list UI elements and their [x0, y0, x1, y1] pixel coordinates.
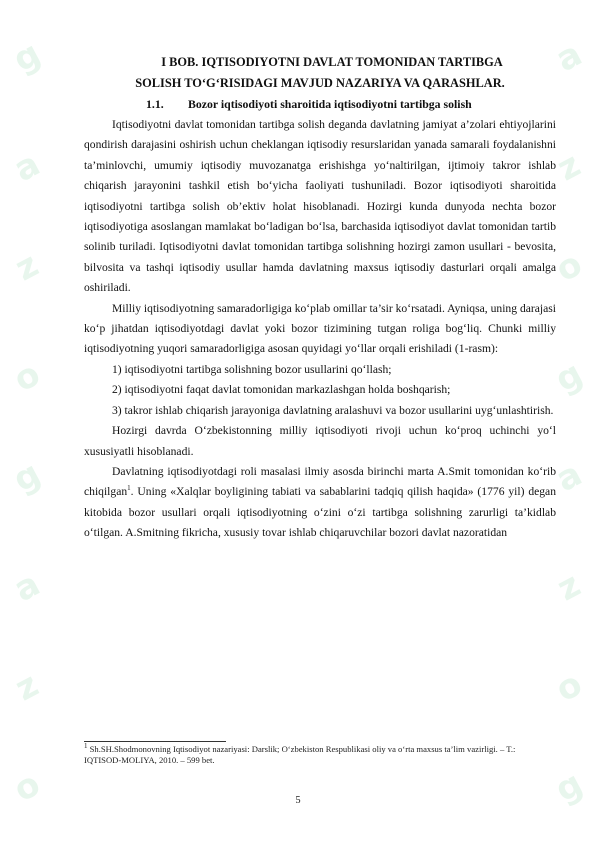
list-item-3: 3) takror ishlab chiqarish jarayoniga davlatning aralashuvi va bozor usullarini uyg‘unlashtirish.: [112, 403, 554, 417]
footnote-reference[interactable]: 1: [127, 484, 131, 493]
watermark-letter: g: [6, 33, 48, 81]
watermark-left: [0, 0, 54, 842]
paragraph-1: Iqtisodiyotni davlat tomonidan tartibga solish deganda davlatning jamiyat a’zolari ehtiyojlarini qondirish darajasini oshirish uchun cheklangan iqtisodiy resurslaridan yanada samarali foydalanishni ta’minlovchi, umumiy iqtisodiy muvozanatga erishishga yo‘naltirilgan, ijtimoiy takror ishlab chiqarish jarayonini tashkil etish bo‘yicha faoliyati tushuniladi. Bozor iqtisodiyoti sharoitida iqtisodiyotni tartibga solish ob’ektiv holat hisoblanadi. Hozirgi kunda dunyoda nechta bozor iqtisodiyotiga asoslangan mamlakat bo‘ladigan bo‘lsa, barchasida iqtisodiyot davlat tomonidan tartib solinib turiladi. Iqtisodiyotni davlat tomonidan tartibga solishning hozirgi zamon usullari - bevosita, bilvosita va tashqi iqtisodiy usullar hamda davlatning maxsus iqtisodiy dasturlari orqali amalga oshiriladi.: [84, 118, 556, 295]
watermark-letter: o: [549, 663, 589, 711]
watermark-letter: o: [7, 763, 47, 811]
chapter-title-line-1: I BOB. IQTISODIYOTNI DAVLAT TOMONIDAN TARTIBGA: [161, 55, 503, 69]
watermark-letter: a: [7, 143, 47, 191]
watermark-letter: a: [549, 453, 589, 501]
watermark-letter: g: [6, 453, 48, 501]
watermark-letter: z: [8, 244, 46, 290]
footnote-divider: [84, 741, 226, 742]
list-item-1: 1) iqtisodiyotni tartibga solishning bozor usullarini qo‘llash;: [112, 362, 392, 376]
chapter-title-line-2: SOLISH TO‘G‘RISIDAGI MAVJUD NAZARIYA VA QARASHLAR.: [135, 76, 505, 90]
section-number: 1.1.: [146, 97, 164, 111]
paragraph-2: Milliy iqtisodiyotning samaradorligiga ko‘plab omillar ta’sir ko‘rsatadi. Ayniqsa, uning darajasi ko‘p jihatdan iqtisodiyotdagi davlat yoki bozor tizimining tutgan roliga bog‘liq. Chunki milliy iqtisodiyotning yuqori samaradorligiga asosan quyidagi yo‘llar orqali erishiladi (1-rasm):: [84, 301, 556, 356]
footnote-text: Sh.SH.Shodmonovning Iqtisodiyot nazariyasi: Darslik; O‘zbekiston Respublikasi oliy va o‘rta maxsus ta’lim vazirligi. – T.: IQTISOD-MOLIYA, 2010. – 599 bet.: [84, 744, 516, 765]
section-heading: [84, 94, 556, 115]
section-title: Bozor iqtisodiyoti sharoitida iqtisodiyotni tartibga solish: [188, 97, 472, 111]
watermark-letter: a: [7, 563, 47, 611]
watermark-letter: z: [8, 664, 46, 710]
footnote-marker: 1: [84, 742, 88, 751]
watermark-letter: g: [548, 353, 590, 401]
watermark-letter: z: [550, 144, 588, 190]
watermark-letter: g: [548, 763, 590, 811]
paragraph-3: Hozirgi davrda O‘zbekistonning milliy iqtisodiyoti rivoji uchun ko‘proq uchinchi yo‘l xususiyatli hisoblanadi.: [84, 424, 556, 458]
watermark-letter: a: [549, 33, 589, 81]
page-content: [84, 52, 556, 544]
paragraph-4: [84, 462, 556, 544]
footnote: [84, 744, 554, 765]
watermark-letter: o: [549, 243, 589, 291]
paragraph-4-text-end: . Uning «Xalqlar boyligining tabiati va sabablarini tadqiq qilish haqida» (1776 yil) degan kitobida bozor usullari orqali iqtisodiyotning o‘zini o‘zi tartibga solishning zarurligi ta’kidlab o‘tilgan. A.Smitning fikricha, xususiy tovar ishlab chiqaruvchilar bozori davlat nazoratidan: [84, 485, 556, 540]
paragraph-4-text-start: Davlatning iqtisodiyotdagi roli masalasi ilmiy asosda birinchi marta A.Smit tomonidan ko‘rib chiqilgan: [84, 464, 556, 499]
page-number: 5: [295, 795, 301, 806]
list-item-2: 2) iqtisodiyotni faqat davlat tomonidan markazlashgan holda boshqarish;: [112, 383, 451, 397]
watermark-letter: z: [550, 564, 588, 610]
watermark-letter: o: [7, 353, 47, 401]
